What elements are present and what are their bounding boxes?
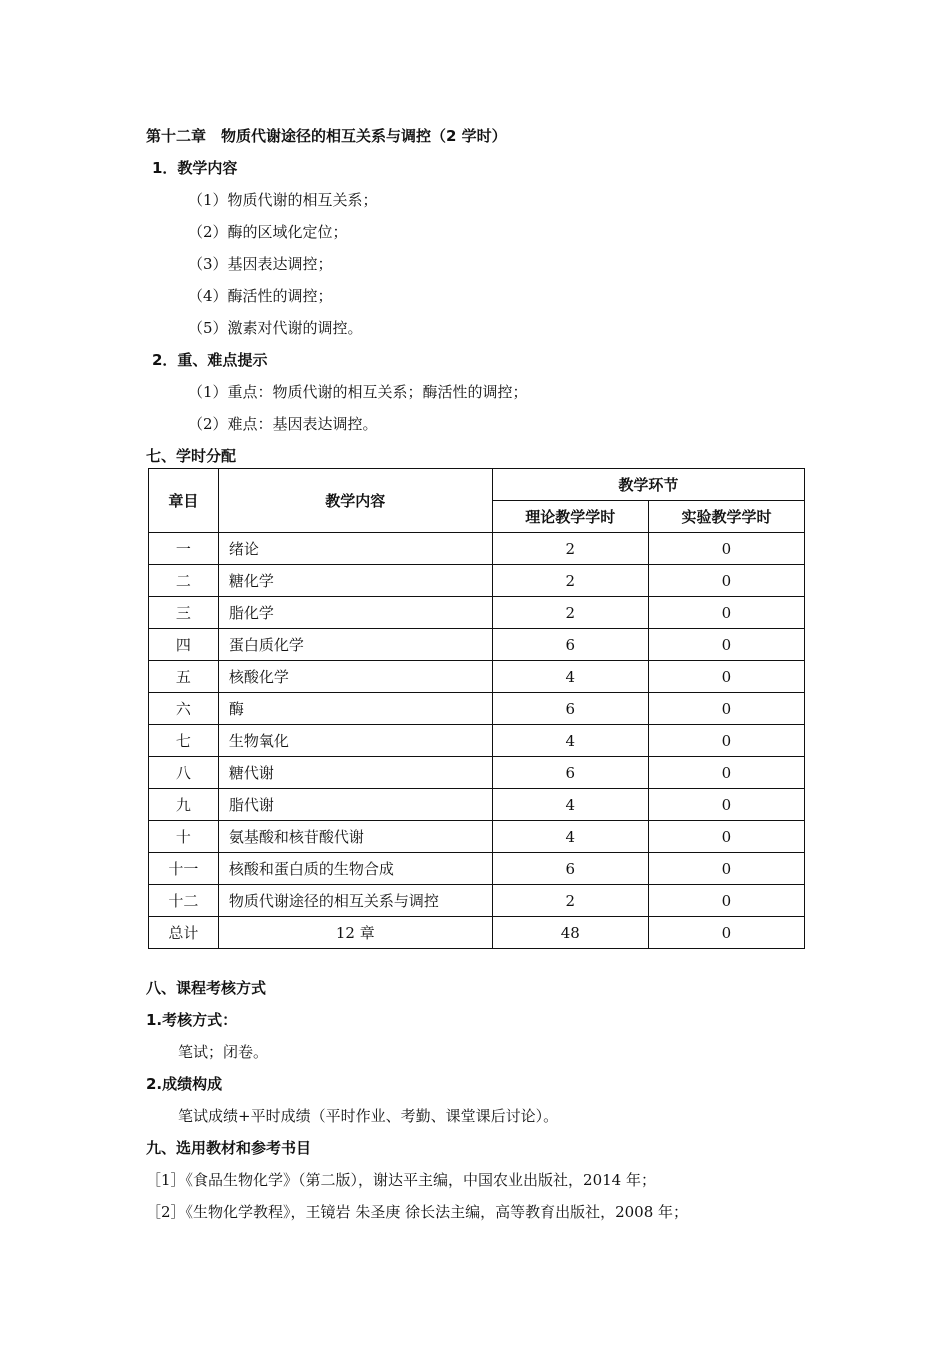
- cell-content: 糖代谢: [218, 757, 492, 789]
- cell-content: 脂化学: [218, 597, 492, 629]
- cell-lab: 0: [648, 725, 804, 757]
- cell-total-content: 12 章: [218, 917, 492, 949]
- cell-chapter: 十: [149, 821, 219, 853]
- content-item: （3）基因表达调控；: [188, 255, 333, 273]
- cell-content: 生物氧化: [218, 725, 492, 757]
- cell-content: 蛋白质化学: [218, 629, 492, 661]
- cell-chapter: 一: [149, 533, 219, 565]
- cell-chapter: 十二: [149, 885, 219, 917]
- header-chapter: 章目: [149, 469, 219, 533]
- cell-theory: 4: [492, 725, 648, 757]
- cell-lab: 0: [648, 821, 804, 853]
- cell-content: 核酸化学: [218, 661, 492, 693]
- header-theory-hours: 理论教学学时: [492, 501, 648, 533]
- table-row: [149, 597, 805, 629]
- header-teaching-section: 教学环节: [492, 469, 804, 501]
- cell-chapter: 五: [149, 661, 219, 693]
- table-row: [149, 533, 805, 565]
- cell-chapter: 七: [149, 725, 219, 757]
- table-row: [149, 789, 805, 821]
- textbooks-heading: 九、选用教材和参考书目: [146, 1139, 312, 1157]
- table-row: [149, 821, 805, 853]
- content-item: （4）酶活性的调控；: [188, 287, 333, 305]
- chapter-heading: 第十二章 物质代谢途径的相互关系与调控（2 学时）: [146, 127, 507, 145]
- textbook-item: ［2］《生物化学教程》，王镜岩 朱圣庚 徐长法主编，高等教育出版社，2008 年；: [146, 1203, 689, 1221]
- cell-lab: 0: [648, 565, 804, 597]
- content-item: （1）物质代谢的相互关系；: [188, 191, 378, 209]
- table-row: [149, 661, 805, 693]
- assessment-heading: 八、课程考核方式: [146, 979, 267, 997]
- content-item: （5）激素对代谢的调控。: [188, 319, 363, 337]
- cell-content: 脂代谢: [218, 789, 492, 821]
- header-content: 教学内容: [218, 469, 492, 533]
- cell-theory: 6: [492, 757, 648, 789]
- cell-chapter: 十一: [149, 853, 219, 885]
- cell-chapter: 二: [149, 565, 219, 597]
- cell-lab: 0: [648, 789, 804, 821]
- header-lab-hours: 实验教学学时: [648, 501, 804, 533]
- assessment-method-title: 1.考核方式：: [146, 1011, 238, 1029]
- cell-theory: 2: [492, 565, 648, 597]
- cell-theory: 4: [492, 821, 648, 853]
- cell-content: 核酸和蛋白质的生物合成: [218, 853, 492, 885]
- cell-chapter: 六: [149, 693, 219, 725]
- table-total-row: [149, 917, 805, 949]
- section-title-keypoints: 2．重、难点提示: [152, 351, 268, 369]
- cell-theory: 6: [492, 629, 648, 661]
- cell-theory: 4: [492, 789, 648, 821]
- table-row: [149, 693, 805, 725]
- cell-chapter: 四: [149, 629, 219, 661]
- cell-lab: 0: [648, 533, 804, 565]
- cell-content: 物质代谢途径的相互关系与调控: [218, 885, 492, 917]
- hours-allocation-table: [148, 468, 805, 949]
- keypoint-item: （1）重点：物质代谢的相互关系；酶活性的调控；: [188, 383, 528, 401]
- cell-total-label: 总计: [149, 917, 219, 949]
- cell-total-theory: 48: [492, 917, 648, 949]
- cell-chapter: 三: [149, 597, 219, 629]
- table-row: [149, 565, 805, 597]
- keypoint-item: （2）难点：基因表达调控。: [188, 415, 378, 433]
- table-row: [149, 725, 805, 757]
- cell-theory: 2: [492, 597, 648, 629]
- table-row: [149, 757, 805, 789]
- cell-content: 氨基酸和核苷酸代谢: [218, 821, 492, 853]
- allocation-heading: 七、学时分配: [146, 447, 237, 465]
- grade-composition-text: 笔试成绩+平时成绩（平时作业、考勤、课堂课后讨论）。: [178, 1107, 559, 1125]
- assessment-method-text: 笔试；闭卷。: [178, 1043, 269, 1061]
- cell-theory: 2: [492, 533, 648, 565]
- table-header-row: [149, 469, 805, 501]
- cell-content: 酶: [218, 693, 492, 725]
- cell-lab: 0: [648, 885, 804, 917]
- cell-theory: 6: [492, 853, 648, 885]
- cell-theory: 2: [492, 885, 648, 917]
- textbook-item: ［1］《食品生物化学》（第二版），谢达平主编，中国农业出版社，2014 年；: [146, 1171, 656, 1189]
- cell-lab: 0: [648, 629, 804, 661]
- table-row: [149, 629, 805, 661]
- cell-lab: 0: [648, 693, 804, 725]
- cell-total-lab: 0: [648, 917, 804, 949]
- cell-chapter: 九: [149, 789, 219, 821]
- content-item: （2）酶的区域化定位；: [188, 223, 348, 241]
- cell-theory: 6: [492, 693, 648, 725]
- cell-content: 绪论: [218, 533, 492, 565]
- cell-lab: 0: [648, 757, 804, 789]
- cell-content: 糖化学: [218, 565, 492, 597]
- cell-chapter: 八: [149, 757, 219, 789]
- table-row: [149, 885, 805, 917]
- cell-lab: 0: [648, 853, 804, 885]
- grade-composition-title: 2.成绩构成: [146, 1075, 223, 1093]
- cell-lab: 0: [648, 661, 804, 693]
- section-title-content: 1．教学内容: [152, 159, 238, 177]
- table-row: [149, 853, 805, 885]
- cell-theory: 4: [492, 661, 648, 693]
- cell-lab: 0: [648, 597, 804, 629]
